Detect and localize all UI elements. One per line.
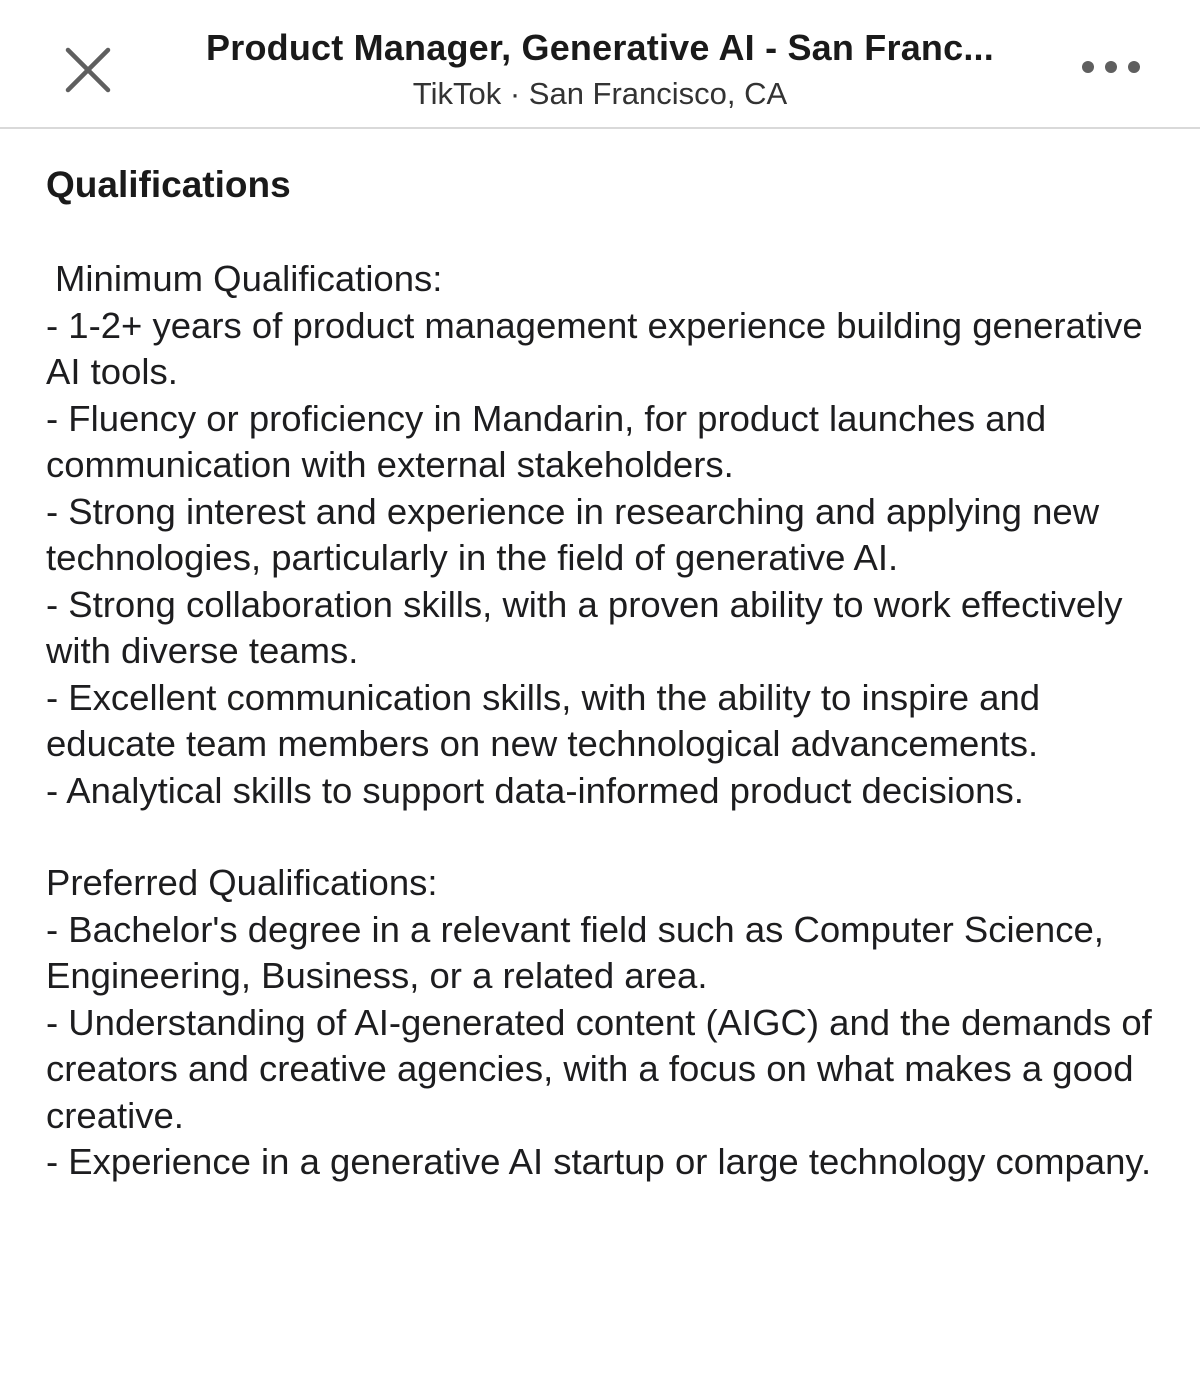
job-subtitle <box>150 74 1050 114</box>
list-item: - Strong interest and experience in researching and applying new technologies, particularly in the field of generative AI. <box>46 490 1110 578</box>
more-horizontal-icon <box>1078 52 1144 82</box>
minimum-qualifications-label: Minimum Qualifications: <box>55 258 443 299</box>
company-name: TikTok <box>412 76 502 111</box>
close-button[interactable] <box>58 40 118 100</box>
list-item: - Strong collaboration skills, with a proven ability to work effectively with diverse teams. <box>46 583 1133 671</box>
section-heading-qualifications: Qualifications <box>46 164 291 205</box>
list-item: - Bachelor's degree in a relevant field such as Computer Science, Engineering, Business, or a related area. <box>46 908 1115 996</box>
close-icon <box>58 40 118 100</box>
list-item: - Experience in a generative AI startup or large technology company. <box>46 1141 1152 1182</box>
list-item: - Excellent communication skills, with the ability to inspire and educate team members on new technological advancements. <box>46 676 1051 764</box>
top-navigation-bar <box>0 0 1200 129</box>
job-location: San Francisco, CA <box>528 76 788 111</box>
list-item: - Analytical skills to support data-informed product decisions. <box>46 769 1024 811</box>
list-item: - Understanding of AI-generated content (AIGC) and the demands of creators and creative agencies, with a focus on what makes a good creative. <box>46 1001 1162 1136</box>
job-title: Product Manager, Generative AI - San Franc... <box>206 27 994 68</box>
minimum-qualifications <box>46 256 1166 814</box>
list-item: - 1-2+ years of product management experience building generative AI tools. <box>46 304 1151 392</box>
header-title-block <box>150 26 1050 114</box>
preferred-qualifications-label: Preferred Qualifications: <box>46 862 438 903</box>
job-description-content <box>46 160 1166 1186</box>
list-item: - Fluency or proficiency in Mandarin, for product launches and communication with external stakeholders. <box>46 397 1057 485</box>
more-options-button[interactable] <box>1078 52 1144 82</box>
preferred-qualifications <box>46 860 1166 1186</box>
subtitle-separator: · <box>509 76 521 111</box>
